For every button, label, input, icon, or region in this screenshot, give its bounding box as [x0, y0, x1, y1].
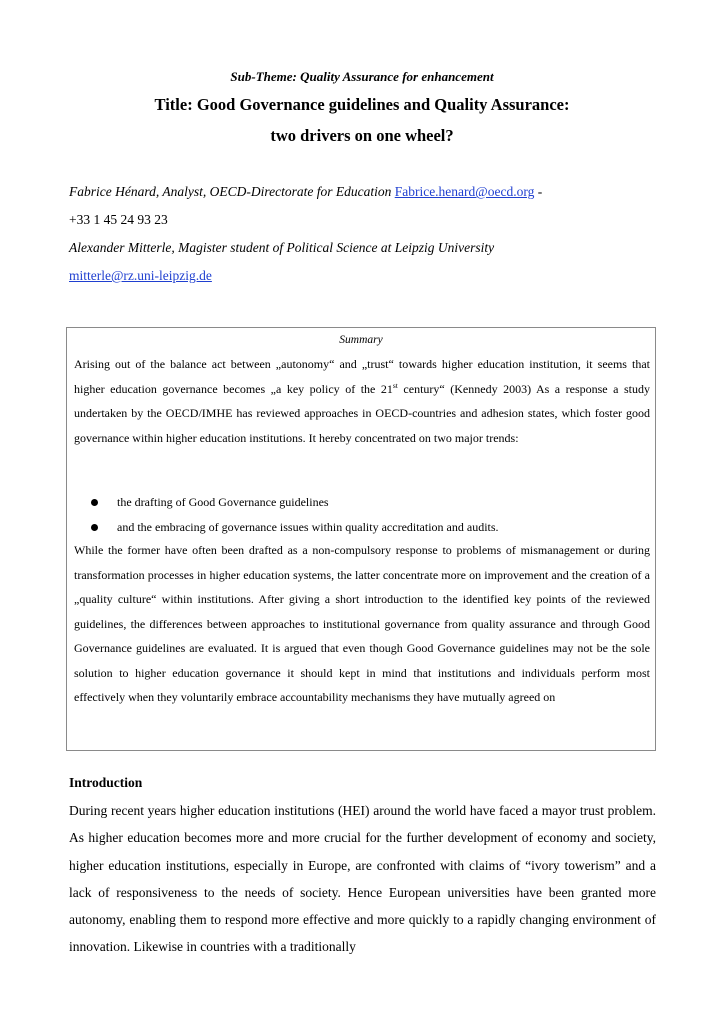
bullet-icon [91, 524, 98, 531]
author-1-separator: - [534, 184, 543, 199]
summary-box [66, 327, 656, 751]
summary-heading: Summary [339, 334, 383, 346]
summary-p1-end: century“ (Kennedy 2003) As a response a study undertaken by the OECD/IMHE has reviewed approaches in OECD-countries and adhesion states, which foster good governance within higher education institutions. It hereby concentrated on two major trends: [74, 381, 650, 445]
author-block [69, 178, 669, 290]
bullet-icon [91, 499, 98, 506]
bullet-text: the drafting of Good Governance guidelines [117, 495, 329, 509]
author-1-line [69, 178, 669, 206]
sub-theme: Sub-Theme: Quality Assurance for enhancement [230, 69, 494, 84]
author-1-email-link[interactable]: Fabrice.henard@oecd.org [394, 184, 535, 199]
bullet-text: and the embracing of governance issues within quality accreditation and audits. [117, 520, 499, 534]
author-2-email-link[interactable]: mitterle@rz.uni-leipzig.de [69, 268, 212, 283]
summary-p1-superscript: st [392, 380, 398, 390]
introduction-paragraph: During recent years higher education institutions (HEI) around the world have faced a mayor trust problem. As higher education becomes more and more crucial for the further development of economy and society, higher education institutions, especially in Europe, are confronted with claims of “ivory towerism” and a lack of responsiveness to the needs of society. Hence European universities have been granted more autonomy, enabling them to respond more effective and more quickly to a rapidly changing environment of innovation. Likewise in countries with a traditionally [69, 803, 656, 955]
author-2-email-line [69, 262, 669, 290]
summary-bullet-list [87, 490, 637, 540]
author-2-affiliation: Alexander Mitterle, Magister student of Political Science at Leipzig University [69, 240, 495, 255]
paper-title-line-2: two drivers on one wheel? [270, 126, 454, 145]
introduction-heading: Introduction [69, 775, 143, 790]
summary-paragraph-2: While the former have often been drafted as a non-compulsory response to problems of mismanagement or during transformation processes in higher education systems, the latter concentrate more on improvement and the creation of a „quality culture“ within institutions. After giving a short introduction to the identified key points of the reviewed guidelines, the differences between approaches to institutional governance from quality assurance and through Good Governance guidelines are evaluated. It is argued that even though Good Governance guidelines may not be the sole solution to higher education governance it should kept in mind that institutions and individuals perform most effectively when they voluntarily embrace accountability mechanisms they have mutually agreed on [74, 543, 650, 704]
author-1-phone: +33 1 45 24 93 23 [69, 212, 168, 227]
summary-paragraph-1 [74, 352, 650, 450]
list-item [87, 490, 637, 515]
summary-p1-start: Arising out of the balance act between „autonomy“ and „trust“ towards higher education institution, it seems that higher education governance becomes „a key policy of the 21 [74, 357, 650, 396]
author-1-affiliation: Fabrice Hénard, Analyst, OECD-Directorate for Education [69, 184, 395, 199]
list-item [87, 515, 637, 540]
paper-title-line-1: Title: Good Governance guidelines and Quality Assurance: [154, 95, 570, 114]
